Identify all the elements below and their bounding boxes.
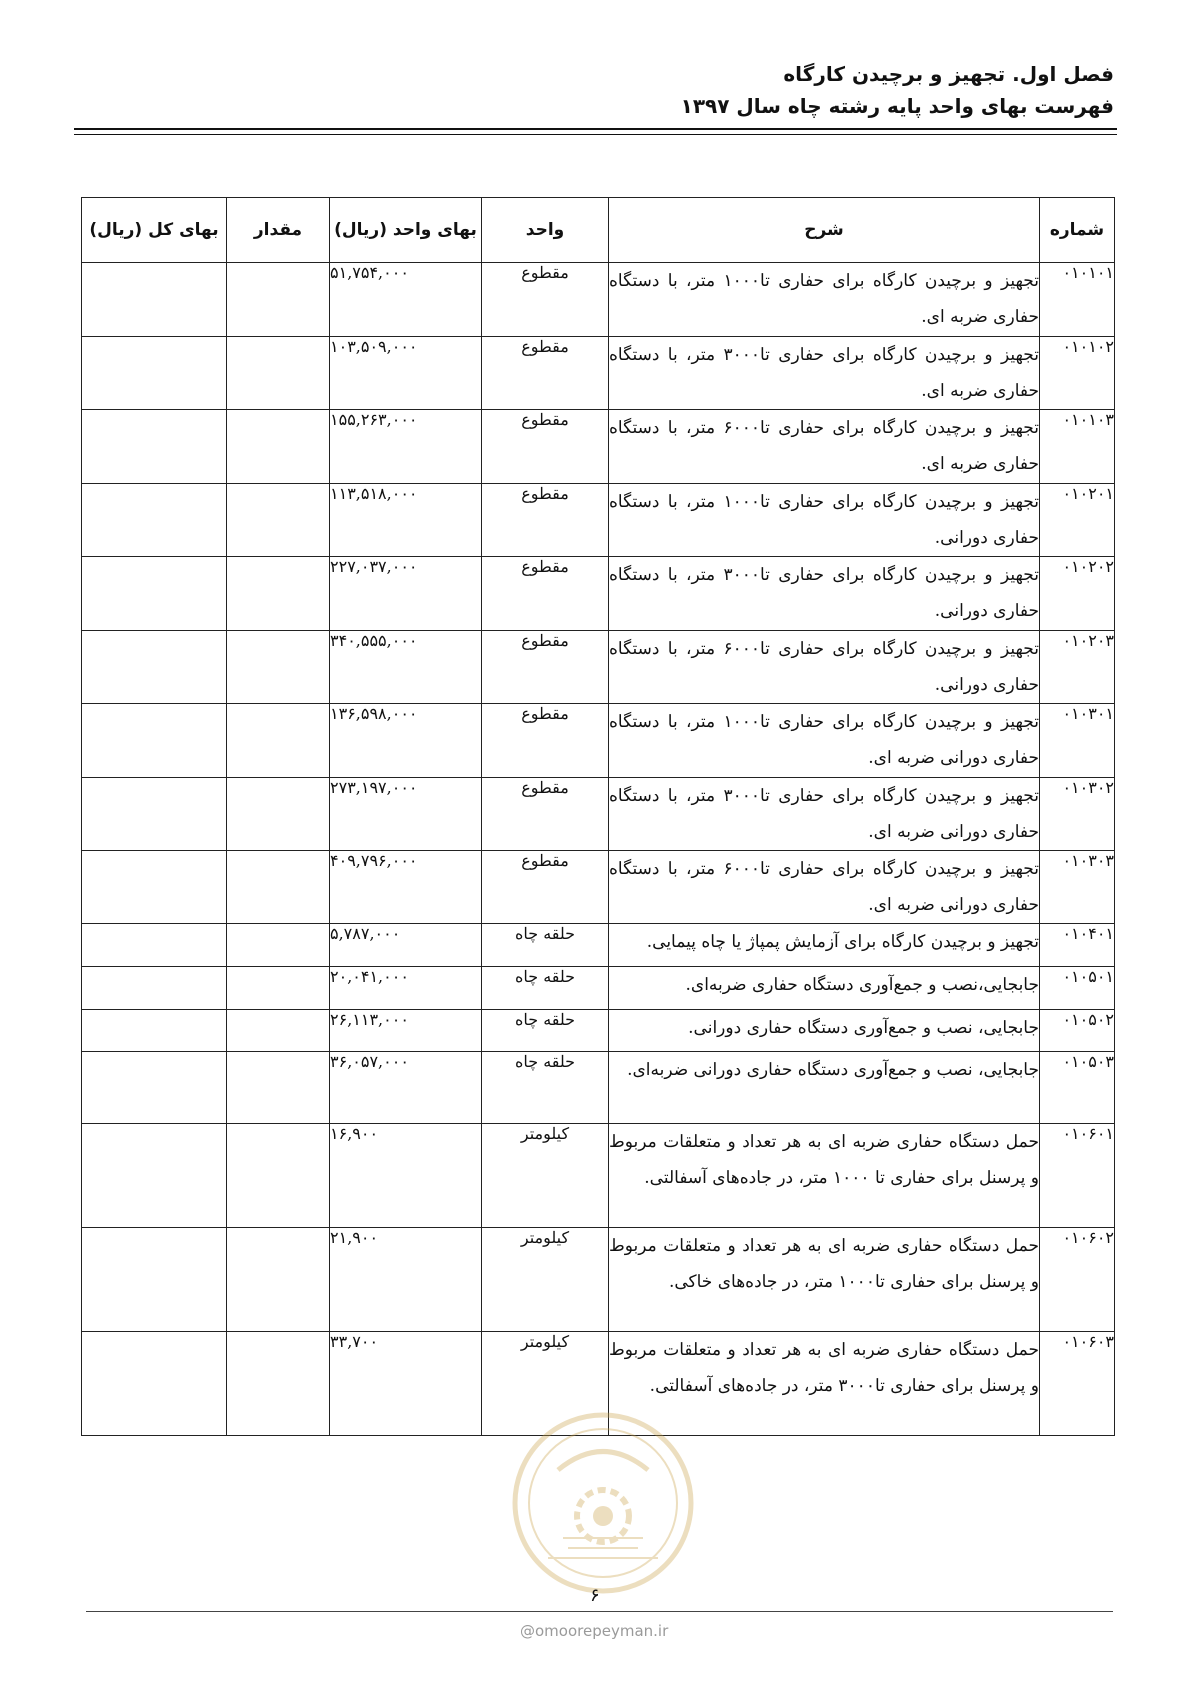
item-code: ۰۱۰۳۰۳ [1040,851,1115,924]
table-row [82,1228,1115,1332]
document-subtitle: فهرست بهای واحد پایه رشته چاه سال ۱۳۹۷ [680,94,1114,118]
item-quantity [227,484,330,557]
item-code: ۰۱۰۵۰۱ [1040,967,1115,1010]
item-total [82,484,227,557]
table-row [82,851,1115,924]
item-quantity [227,631,330,704]
item-quantity [227,337,330,410]
item-quantity [227,967,330,1010]
item-description: تجهیز و برچیدن کارگاه برای حفاری تا۳۰۰۰ متر، با دستگاه حفاری دورانی ضربه ای. [609,778,1040,851]
item-description: حمل دستگاه حفاری ضربه ای به هر تعداد و متعلقات مربوط و پرسنل برای حفاری تا ۱۰۰۰ متر، در جاده‌های آسفالتی. [609,1124,1040,1228]
item-unit: حلقه چاه [482,924,609,967]
item-code: ۰۱۰۱۰۱ [1040,263,1115,337]
table-row [82,263,1115,337]
item-unit: مقطوع [482,557,609,631]
item-description: جابجایی،نصب و جمع‌آوری دستگاه حفاری ضربه‌ای. [609,967,1040,1010]
item-unit-price: ۱۰۳,۵۰۹,۰۰۰ [330,337,482,410]
item-unit: مقطوع [482,263,609,337]
table-row [82,337,1115,410]
item-quantity [227,1228,330,1332]
item-code: ۰۱۰۴۰۱ [1040,924,1115,967]
table-row [82,557,1115,631]
item-unit: کیلومتر [482,1124,609,1228]
item-unit: مقطوع [482,851,609,924]
footer-website: @omoorepeyman.ir [520,1622,669,1640]
item-unit-price: ۱۶,۹۰۰ [330,1124,482,1228]
header-quantity: مقدار [227,198,330,263]
item-code: ۰۱۰۲۰۲ [1040,557,1115,631]
footer-divider [86,1611,1113,1612]
item-description: تجهیز و برچیدن کارگاه برای حفاری تا۱۰۰۰ متر، با دستگاه حفاری دورانی. [609,484,1040,557]
item-total [82,851,227,924]
table-row [82,1124,1115,1228]
seal-watermark [508,1408,698,1598]
item-unit: مقطوع [482,337,609,410]
table-row [82,778,1115,851]
item-description: تجهیز و برچیدن کارگاه برای حفاری تا۳۰۰۰ متر، با دستگاه حفاری دورانی. [609,557,1040,631]
item-total [82,337,227,410]
item-unit-price: ۵۱,۷۵۴,۰۰۰ [330,263,482,337]
item-total [82,1332,227,1436]
item-unit: مقطوع [482,778,609,851]
item-total [82,631,227,704]
item-unit-price: ۴۰۹,۷۹۶,۰۰۰ [330,851,482,924]
item-unit: مقطوع [482,410,609,484]
item-total [82,263,227,337]
table-row [82,631,1115,704]
header-unit: واحد [482,198,609,263]
item-description: جابجایی، نصب و جمع‌آوری دستگاه حفاری دورانی ضربه‌ای. [609,1052,1040,1124]
item-unit: حلقه چاه [482,967,609,1010]
item-total [82,1124,227,1228]
item-quantity [227,778,330,851]
item-description: تجهیز و برچیدن کارگاه برای حفاری تا۶۰۰۰ متر، با دستگاه حفاری دورانی. [609,631,1040,704]
item-total [82,557,227,631]
item-quantity [227,1332,330,1436]
item-unit-price: ۵,۷۸۷,۰۰۰ [330,924,482,967]
item-unit-price: ۳۶,۰۵۷,۰۰۰ [330,1052,482,1124]
table-row [82,967,1115,1010]
item-unit: مقطوع [482,704,609,778]
item-unit-price: ۲۶,۱۱۳,۰۰۰ [330,1010,482,1052]
item-description: تجهیز و برچیدن کارگاه برای حفاری تا۳۰۰۰ متر، با دستگاه حفاری ضربه ای. [609,337,1040,410]
item-description: تجهیز و برچیدن کارگاه برای حفاری تا۶۰۰۰ متر، با دستگاه حفاری ضربه ای. [609,410,1040,484]
item-code: ۰۱۰۵۰۲ [1040,1010,1115,1052]
header-divider [74,128,1117,130]
item-code: ۰۱۰۲۰۱ [1040,484,1115,557]
item-code: ۰۱۰۶۰۲ [1040,1228,1115,1332]
header-code: شماره [1040,198,1115,263]
item-code: ۰۱۰۶۰۱ [1040,1124,1115,1228]
table-row [82,1052,1115,1124]
table-row [82,1010,1115,1052]
item-total [82,778,227,851]
table-row [82,704,1115,778]
price-list-table [81,197,1115,1436]
item-unit-price: ۲۷۳,۱۹۷,۰۰۰ [330,778,482,851]
header-description: شرح [609,198,1040,263]
table-row [82,410,1115,484]
item-quantity [227,410,330,484]
item-code: ۰۱۰۳۰۲ [1040,778,1115,851]
item-total [82,410,227,484]
item-quantity [227,1052,330,1124]
item-unit-price: ۱۵۵,۲۶۳,۰۰۰ [330,410,482,484]
item-unit-price: ۳۴۰,۵۵۵,۰۰۰ [330,631,482,704]
item-unit-price: ۲۰,۰۴۱,۰۰۰ [330,967,482,1010]
item-total [82,1052,227,1124]
item-quantity [227,704,330,778]
item-total [82,924,227,967]
item-quantity [227,1124,330,1228]
item-unit: حلقه چاه [482,1052,609,1124]
item-description: تجهیز و برچیدن کارگاه برای آزمایش پمپاژ یا چاه پیمایی. [609,924,1040,967]
item-unit: مقطوع [482,631,609,704]
item-description: حمل دستگاه حفاری ضربه ای به هر تعداد و متعلقات مربوط و پرسنل برای حفاری تا۳۰۰۰ متر، در جاده‌های آسفالتی. [609,1332,1040,1436]
item-total [82,704,227,778]
item-total [82,1010,227,1052]
item-unit-price: ۲۱,۹۰۰ [330,1228,482,1332]
item-quantity [227,1010,330,1052]
item-description: حمل دستگاه حفاری ضربه ای به هر تعداد و متعلقات مربوط و پرسنل برای حفاری تا۱۰۰۰ متر، در جاده‌های خاکی. [609,1228,1040,1332]
item-description: تجهیز و برچیدن کارگاه برای حفاری تا۱۰۰۰ متر، با دستگاه حفاری دورانی ضربه ای. [609,704,1040,778]
header-total: بهای کل (ریال) [82,198,227,263]
item-unit: مقطوع [482,484,609,557]
item-unit-price: ۱۳۶,۵۹۸,۰۰۰ [330,704,482,778]
item-quantity [227,263,330,337]
item-total [82,967,227,1010]
item-code: ۰۱۰۲۰۳ [1040,631,1115,704]
item-quantity [227,924,330,967]
chapter-title: فصل اول. تجهیز و برچیدن کارگاه [783,62,1114,86]
page-header [681,58,1114,122]
item-total [82,1228,227,1332]
item-unit: کیلومتر [482,1228,609,1332]
item-unit-price: ۳۳,۷۰۰ [330,1332,482,1436]
item-code: ۰۱۰۶۰۳ [1040,1332,1115,1436]
item-code: ۰۱۰۵۰۳ [1040,1052,1115,1124]
item-description: تجهیز و برچیدن کارگاه برای حفاری تا۶۰۰۰ متر، با دستگاه حفاری دورانی ضربه ای. [609,851,1040,924]
item-code: ۰۱۰۱۰۲ [1040,337,1115,410]
table-row [82,924,1115,967]
item-code: ۰۱۰۳۰۱ [1040,704,1115,778]
item-unit-price: ۱۱۳,۵۱۸,۰۰۰ [330,484,482,557]
item-unit: حلقه چاه [482,1010,609,1052]
item-quantity [227,851,330,924]
item-unit-price: ۲۲۷,۰۳۷,۰۰۰ [330,557,482,631]
item-code: ۰۱۰۱۰۳ [1040,410,1115,484]
item-quantity [227,557,330,631]
table-header-row [82,198,1115,263]
header-divider-thin [74,134,1117,135]
page-number: ۶ [590,1585,600,1606]
item-description: جابجایی، نصب و جمع‌آوری دستگاه حفاری دورانی. [609,1010,1040,1052]
header-unit-price: بهای واحد (ریال) [330,198,482,263]
item-description: تجهیز و برچیدن کارگاه برای حفاری تا۱۰۰۰ متر، با دستگاه حفاری ضربه ای. [609,263,1040,337]
item-unit: کیلومتر [482,1332,609,1436]
table-row [82,484,1115,557]
